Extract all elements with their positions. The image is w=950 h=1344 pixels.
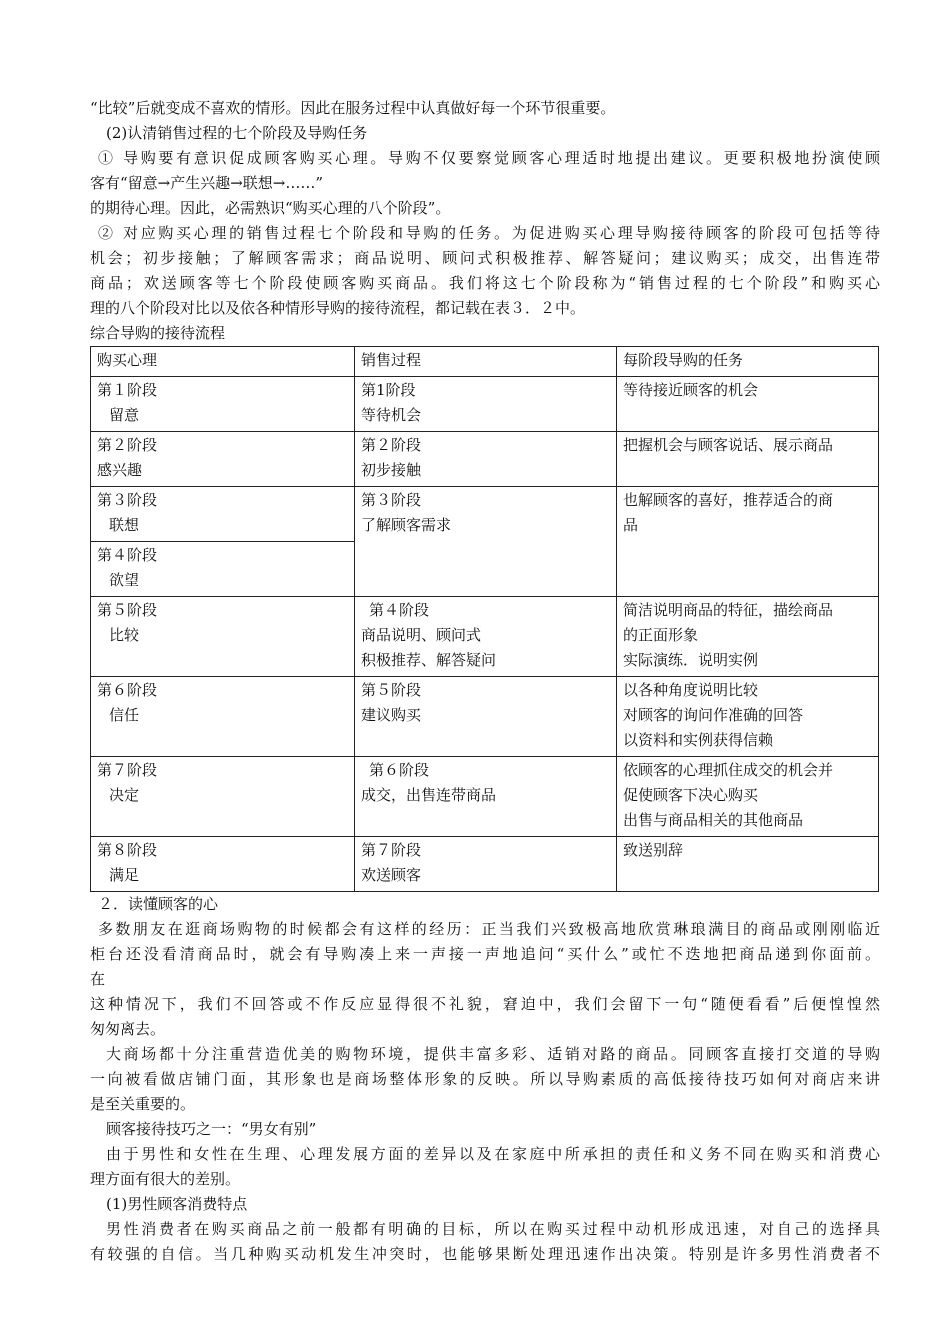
table-cell: [91, 677, 355, 757]
subheading-reception-tip: 顾客接待技巧之一：“男女有别”: [106, 1120, 317, 1138]
table-row: [91, 487, 879, 542]
paragraph-line: 匆匆离去。: [90, 1020, 166, 1038]
table-row: [91, 677, 879, 757]
column-header: 购买心理: [91, 347, 355, 377]
paragraph-line: 多数朋友在逛商场购物的时候都会有这样的经历：正当我们兴致极高地欣赏琳琅满目的商品或刚刚临近: [98, 920, 880, 938]
task-text: 也解顾客的喜好，推荐适合的商: [623, 491, 834, 509]
stage-name: 欢送顾客: [361, 866, 422, 884]
stage-label: 第１阶段: [97, 381, 158, 399]
table-row: [91, 597, 879, 677]
stage-name: 等待机会: [361, 406, 422, 424]
paragraph-line: ② 对应购买心理的销售过程七个阶段和导购的任务。为促进购买心理导购接待顾客的阶段可包括等待: [98, 224, 880, 242]
stage-label: 第４阶段: [97, 546, 158, 564]
paragraph-line: 在: [90, 970, 106, 988]
document-page: [90, 96, 880, 1267]
table-cell: [91, 837, 355, 892]
task-text: 以资料和实例获得信赖: [623, 731, 774, 749]
table-cell: [355, 377, 617, 432]
stage-name: 留意: [109, 406, 140, 424]
task-text: 促使顾客下决心购买: [623, 786, 759, 804]
table-cell: [617, 377, 879, 432]
stage-name: 满足: [109, 866, 140, 884]
stage-label: 第６阶段: [369, 761, 430, 779]
table-cell: [617, 677, 879, 757]
table-cell: [355, 597, 617, 677]
table-row: [91, 377, 879, 432]
stage-label: 第４阶段: [369, 601, 430, 619]
intro-line: “比较”后就变成不喜欢的情形。因此在服务过程中认真做好每一个环节很重要。: [90, 99, 616, 117]
task-text: 出售与商品相关的其他商品: [623, 811, 804, 829]
task-text: 的正面形象: [623, 626, 699, 644]
stage-label: 第２阶段: [97, 436, 158, 454]
stage-name: 商品说明、顾问式: [361, 626, 482, 644]
paragraph-line: 理方面有很大的差别。: [90, 1170, 241, 1188]
task-text: 实际演练．说明实例: [623, 651, 759, 669]
paragraph-line: 的期待心理。因此，必需熟识“购买心理的八个阶段”。: [90, 199, 451, 217]
reception-flow-table: [90, 346, 879, 892]
table-cell: [355, 677, 617, 757]
table-cell: [617, 432, 879, 487]
table-row: [91, 837, 879, 892]
table-cell: [91, 487, 355, 542]
paragraph-line: 这种情况下，我们不回答或不作反应显得很不礼貌，窘迫中，我们会留下一句“随便看看”后便惶惶然: [90, 995, 880, 1013]
task-text: 品: [623, 516, 639, 534]
stage-name: 初步接触: [361, 461, 422, 479]
stage-name: 信任: [109, 706, 140, 724]
table-cell: [91, 432, 355, 487]
stage-label: 第２阶段: [361, 436, 422, 454]
stage-name: 建议购买: [361, 706, 422, 724]
table-row: [91, 757, 879, 837]
paragraph-line: 是至关重要的。: [90, 1095, 196, 1113]
paragraph-line: 客有“留意→产生兴趣→联想→……”: [90, 174, 324, 192]
stage-label: 第７阶段: [97, 761, 158, 779]
paragraph-line: 一向被看做店铺门面，其形象也是商场整体形象的反映。所以导购素质的高低接待技巧如何对商店来讲: [90, 1070, 880, 1088]
stage-label: 第８阶段: [97, 841, 158, 859]
subheading-sales-stages: (2)认清销售过程的七个阶段及导购任务: [106, 124, 368, 142]
paragraph-line: 柜台还没看清商品时，就会有导购凑上来一声接一声地追问“买什么”或忙不迭地把商品递到你面前。: [90, 945, 880, 963]
stage-name: 积极推荐、解答疑问: [361, 651, 497, 669]
column-header: 每阶段导购的任务: [617, 347, 879, 377]
task-text: 对顾客的询问作准确的回答: [623, 706, 804, 724]
task-text: 依顾客的心理抓住成交的机会并: [623, 761, 834, 779]
paragraph-line: 有较强的自信。当几种购买动机发生冲突时，也能够果断处理迅速作出决策。特别是许多男性消费者不: [90, 1245, 880, 1263]
column-header: 销售过程: [355, 347, 617, 377]
paragraph-line: 由于男性和女性在生理、心理发展方面的差异以及在家庭中所承担的责任和义务不同在购买和消费心: [106, 1145, 880, 1163]
table-cell: [355, 432, 617, 487]
stage-label: 第1阶段: [361, 381, 416, 399]
stage-name: 联想: [109, 516, 140, 534]
stage-label: 第５阶段: [361, 681, 422, 699]
paragraph-line: 理的八个阶段对比以及依各种情形导购的接待流程，都记载在表３．２中。: [90, 299, 586, 317]
stage-label: 第３阶段: [361, 491, 422, 509]
task-text: 等待接近顾客的机会: [623, 381, 759, 399]
paragraph-line: 商品；欢送顾客等七个阶段使顾客购买商品。我们将这七个阶段称为“销售过程的七个阶段”和购买心: [90, 274, 880, 292]
paragraph-line: ① 导购要有意识促成顾客购买心理。导购不仅要察觉顾客心理适时地提出建议。更要积极地扮演使顾: [98, 149, 880, 167]
table-cell: [91, 757, 355, 837]
stage-label: 第６阶段: [97, 681, 158, 699]
paragraph-line: 机会；初步接触；了解顾客需求；商品说明、顾问式积极推荐、解答疑问；建议购买；成交，出售连带: [90, 249, 880, 267]
table-cell: [355, 757, 617, 837]
table-row: [91, 432, 879, 487]
task-text: 致送别辞: [623, 841, 684, 859]
stage-name: 决定: [109, 786, 140, 804]
table-cell: [617, 757, 879, 837]
stage-name: 感兴趣: [97, 461, 143, 479]
task-text: 简洁说明商品的特征，描绘商品: [623, 601, 834, 619]
task-text: 以各种角度说明比较: [623, 681, 759, 699]
table-caption: 综合导购的接待流程: [90, 324, 226, 342]
table-cell: [617, 487, 879, 597]
subheading-male-customers: (1)男性顾客消费特点: [106, 1195, 248, 1213]
table-cell: [617, 597, 879, 677]
table-cell: [91, 542, 355, 597]
stage-label: 第７阶段: [361, 841, 422, 859]
stage-label: 第３阶段: [97, 491, 158, 509]
stage-name: 成交，出售连带商品: [361, 786, 497, 804]
section-heading: ２．读懂顾客的心: [98, 895, 219, 913]
stage-label: 第５阶段: [97, 601, 158, 619]
table-cell: [617, 837, 879, 892]
paragraph-line: 男性消费者在购买商品之前一般都有明确的目标，所以在购买过程中动机形成迅速，对自己的选择具: [106, 1220, 880, 1238]
table-cell: [355, 487, 617, 597]
paragraph-line: 大商场都十分注重营造优美的购物环境，提供丰富多彩、适销对路的商品。同顾客直接打交道的导购: [106, 1045, 880, 1063]
stage-name: 比较: [109, 626, 140, 644]
table-cell: [91, 597, 355, 677]
table-header-row: [91, 347, 879, 377]
task-text: 把握机会与顾客说话、展示商品: [623, 436, 834, 454]
stage-name: 欲望: [109, 571, 140, 589]
stage-name: 了解顾客需求: [361, 516, 452, 534]
table-cell: [91, 377, 355, 432]
table-cell: [355, 837, 617, 892]
